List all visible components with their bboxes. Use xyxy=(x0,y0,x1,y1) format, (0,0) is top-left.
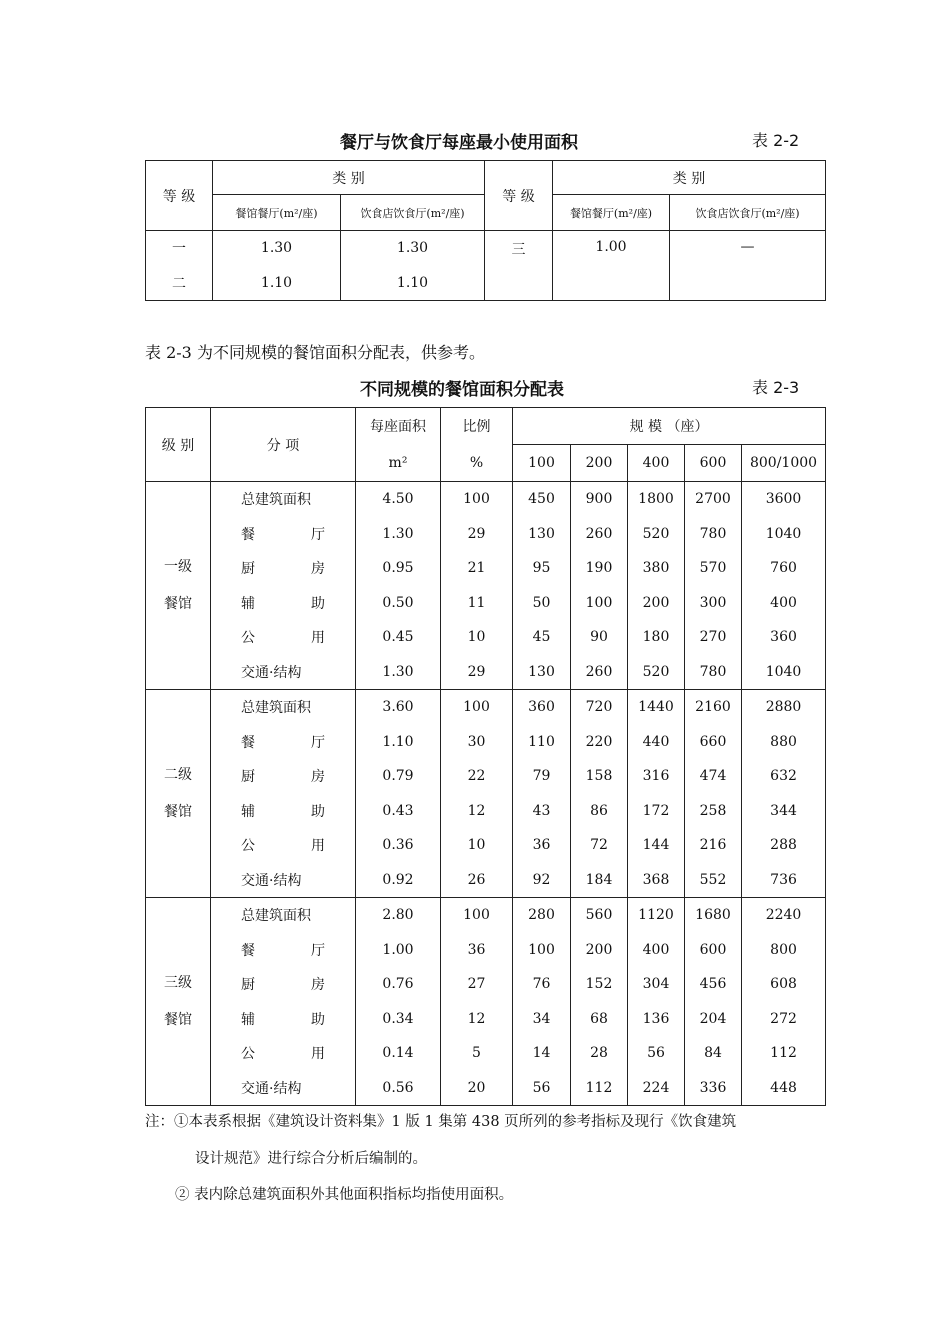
t23-scale-value: 780 xyxy=(685,517,742,552)
t23-scale-value: 632 xyxy=(742,759,826,794)
t23-scale-value: 136 xyxy=(628,1002,685,1037)
t22-header-grade-right: 等 级 xyxy=(485,161,553,231)
t23-scale-value: 570 xyxy=(685,551,742,586)
t23-item-label: 交通·结构 xyxy=(241,1080,302,1097)
t23-area: 3.60 xyxy=(356,690,441,725)
t23-header-ratio: 比例 xyxy=(441,408,513,445)
t23-level-suffix: 餐馆 xyxy=(164,1011,192,1028)
t23-scale-value: 1040 xyxy=(742,517,826,552)
t23-scale-value: 608 xyxy=(742,967,826,1002)
t23-ratio: 10 xyxy=(441,828,513,863)
t23-area: 0.50 xyxy=(356,586,441,621)
t22-subheader-eatery-left: 饮食店饮食厅(m²/座) xyxy=(341,195,485,231)
t23-scale-value: 112 xyxy=(571,1071,628,1106)
t23-scale-value: 100 xyxy=(571,586,628,621)
t23-scale-value: 336 xyxy=(685,1071,742,1106)
t23-item-label: 辅助 xyxy=(241,1011,325,1028)
t23-item-label: 总建筑面积 xyxy=(241,908,311,925)
t23-level-cell xyxy=(146,690,211,898)
t23-area: 0.45 xyxy=(356,620,441,655)
t22-value: 1.30 xyxy=(213,231,341,266)
t23-area: 0.56 xyxy=(356,1071,441,1106)
t23-ratio: 30 xyxy=(441,725,513,760)
t23-ratio: 29 xyxy=(441,655,513,690)
t23-scale-value: 304 xyxy=(628,967,685,1002)
t23-scale-value: 180 xyxy=(628,620,685,655)
t23-area: 1.30 xyxy=(356,655,441,690)
t22-value: 1.30 xyxy=(341,231,485,266)
t23-scale-value: 260 xyxy=(571,655,628,690)
t23-scale-value: 3600 xyxy=(742,482,826,517)
t23-header-scale-value: 200 xyxy=(571,445,628,482)
t23-item xyxy=(211,482,356,517)
t23-scale-value: 204 xyxy=(685,1002,742,1037)
t23-scale-value: 112 xyxy=(742,1036,826,1071)
table-row xyxy=(146,586,826,621)
t23-scale-value: 130 xyxy=(513,517,571,552)
t23-ratio: 22 xyxy=(441,759,513,794)
t23-scale-value: 780 xyxy=(685,655,742,690)
t23-scale-value: 360 xyxy=(742,620,826,655)
t23-scale-value: 190 xyxy=(571,551,628,586)
t23-ratio: 5 xyxy=(441,1036,513,1071)
t23-item-label: 公用 xyxy=(241,630,325,647)
t23-scale-value: 260 xyxy=(571,517,628,552)
t22-value: — xyxy=(670,231,826,301)
t23-item-label: 餐厅 xyxy=(241,942,325,959)
t23-item xyxy=(211,1071,356,1106)
t23-scale-value: 440 xyxy=(628,725,685,760)
t23-header-area-unit: m² xyxy=(356,445,441,482)
t23-scale-value: 368 xyxy=(628,863,685,898)
t23-item-label: 厨房 xyxy=(241,977,325,994)
t23-item xyxy=(211,551,356,586)
table-row xyxy=(146,828,826,863)
t23-scale-value: 95 xyxy=(513,551,571,586)
t23-item-label: 总建筑面积 xyxy=(241,700,311,717)
t23-scale-value: 34 xyxy=(513,1002,571,1037)
note-line-1: 注：①本表系根据《建筑设计资料集》1 版 1 集第 438 页所列的参考指标及现行《饮食建筑 xyxy=(145,1114,737,1130)
intro-paragraph: 表 2-3 为不同规模的餐馆面积分配表，供参考。 xyxy=(145,343,485,362)
t23-scale-value: 344 xyxy=(742,794,826,829)
t22-grade: 二 xyxy=(146,266,213,301)
t22-row xyxy=(146,231,826,266)
t23-header-scale-value: 800/1000 xyxy=(742,445,826,482)
t23-scale-value: 84 xyxy=(685,1036,742,1071)
t23-scale-value: 158 xyxy=(571,759,628,794)
t23-scale-value: 880 xyxy=(742,725,826,760)
t23-item xyxy=(211,586,356,621)
t23-area: 0.79 xyxy=(356,759,441,794)
t23-scale-value: 79 xyxy=(513,759,571,794)
t23-item xyxy=(211,725,356,760)
t23-header-scale-value: 400 xyxy=(628,445,685,482)
t23-scale-value: 110 xyxy=(513,725,571,760)
t23-scale-value: 14 xyxy=(513,1036,571,1071)
t23-scale-value: 45 xyxy=(513,620,571,655)
t23-ratio: 36 xyxy=(441,933,513,968)
t23-scale-value: 380 xyxy=(628,551,685,586)
t23-ratio: 12 xyxy=(441,1002,513,1037)
t23-scale-value: 600 xyxy=(685,933,742,968)
note-line-2: 设计规范》进行综合分析后编制的。 xyxy=(195,1151,427,1167)
table-2-3-number: 表 2-3 xyxy=(752,378,800,397)
t23-ratio: 11 xyxy=(441,586,513,621)
t23-scale-value: 474 xyxy=(685,759,742,794)
t23-item xyxy=(211,863,356,898)
t23-level-name: 三级 xyxy=(164,974,192,991)
t23-item-label: 公用 xyxy=(241,1046,325,1063)
t22-value: 1.10 xyxy=(341,266,485,301)
t23-area: 0.43 xyxy=(356,794,441,829)
t23-area: 4.50 xyxy=(356,482,441,517)
t23-scale-value: 76 xyxy=(513,967,571,1002)
table-row xyxy=(146,690,826,725)
t23-scale-value: 152 xyxy=(571,967,628,1002)
t23-area: 0.92 xyxy=(356,863,441,898)
t23-header-area: 每座面积 xyxy=(356,408,441,445)
t23-area: 1.30 xyxy=(356,517,441,552)
table-row xyxy=(146,517,826,552)
t22-header-category-left: 类 别 xyxy=(213,161,485,195)
t23-item xyxy=(211,794,356,829)
t22-value: 1.00 xyxy=(553,231,670,301)
t23-scale-value: 90 xyxy=(571,620,628,655)
t23-scale-value: 130 xyxy=(513,655,571,690)
t23-scale-value: 450 xyxy=(513,482,571,517)
table-row xyxy=(146,551,826,586)
t23-scale-value: 270 xyxy=(685,620,742,655)
t23-item xyxy=(211,933,356,968)
t23-scale-value: 144 xyxy=(628,828,685,863)
t23-item xyxy=(211,690,356,725)
note-line-3: ② 表内除总建筑面积外其他面积指标均指使用面积。 xyxy=(175,1187,514,1203)
t22-grade: 一 xyxy=(146,231,213,266)
t23-scale-value: 316 xyxy=(628,759,685,794)
t23-ratio: 100 xyxy=(441,482,513,517)
t23-scale-value: 1800 xyxy=(628,482,685,517)
t23-scale-value: 720 xyxy=(571,690,628,725)
t23-item-label: 辅助 xyxy=(241,803,325,820)
t22-subheader-restaurant-left: 餐馆餐厅(m²/座) xyxy=(213,195,341,231)
table-row xyxy=(146,967,826,1002)
t23-scale-value: 800 xyxy=(742,933,826,968)
t23-scale-value: 258 xyxy=(685,794,742,829)
t23-scale-value: 72 xyxy=(571,828,628,863)
table-row xyxy=(146,725,826,760)
t23-scale-value: 2700 xyxy=(685,482,742,517)
table-2-2-number: 表 2-2 xyxy=(752,131,800,150)
t23-header-level: 级 别 xyxy=(146,408,211,482)
t23-item xyxy=(211,759,356,794)
t23-item-label: 厨房 xyxy=(241,769,325,786)
t22-header-category-right: 类 别 xyxy=(553,161,826,195)
t23-item-label: 交通·结构 xyxy=(241,872,302,889)
t23-scale-value: 560 xyxy=(571,898,628,933)
t23-scale-value: 200 xyxy=(628,586,685,621)
t23-scale-value: 360 xyxy=(513,690,571,725)
t23-scale-value: 660 xyxy=(685,725,742,760)
t23-header-ratio-unit: % xyxy=(441,445,513,482)
t23-item-label: 辅助 xyxy=(241,595,325,612)
table-row xyxy=(146,1036,826,1071)
t23-item-label: 总建筑面积 xyxy=(241,492,311,509)
t23-item xyxy=(211,898,356,933)
t23-item-label: 餐厅 xyxy=(241,526,325,543)
t23-scale-value: 100 xyxy=(513,933,571,968)
t23-scale-value: 92 xyxy=(513,863,571,898)
t23-scale-value: 2880 xyxy=(742,690,826,725)
table-2-2 xyxy=(145,160,826,301)
t22-subheader-restaurant-right: 餐馆餐厅(m²/座) xyxy=(553,195,670,231)
t23-item-label: 交通·结构 xyxy=(241,664,302,681)
t23-header-scale-value: 100 xyxy=(513,445,571,482)
t23-scale-value: 1440 xyxy=(628,690,685,725)
t23-scale-value: 43 xyxy=(513,794,571,829)
t23-scale-value: 200 xyxy=(571,933,628,968)
t23-scale-value: 280 xyxy=(513,898,571,933)
t23-scale-value: 520 xyxy=(628,655,685,690)
t23-area: 2.80 xyxy=(356,898,441,933)
t23-item xyxy=(211,620,356,655)
t23-scale-value: 216 xyxy=(685,828,742,863)
t23-scale-value: 900 xyxy=(571,482,628,517)
t23-area: 0.36 xyxy=(356,828,441,863)
t23-scale-value: 300 xyxy=(685,586,742,621)
t23-scale-value: 448 xyxy=(742,1071,826,1106)
table-row xyxy=(146,620,826,655)
table-row xyxy=(146,1002,826,1037)
t22-value: 1.10 xyxy=(213,266,341,301)
t23-scale-value: 36 xyxy=(513,828,571,863)
t23-ratio: 100 xyxy=(441,898,513,933)
t23-ratio: 12 xyxy=(441,794,513,829)
t23-scale-value: 56 xyxy=(513,1071,571,1106)
t23-item xyxy=(211,828,356,863)
t23-item xyxy=(211,517,356,552)
t23-scale-value: 272 xyxy=(742,1002,826,1037)
t23-area: 1.00 xyxy=(356,933,441,968)
t23-level-cell xyxy=(146,482,211,690)
t23-scale-value: 520 xyxy=(628,517,685,552)
t23-scale-value: 184 xyxy=(571,863,628,898)
t23-scale-value: 760 xyxy=(742,551,826,586)
t23-scale-value: 50 xyxy=(513,586,571,621)
table-2-3-title: 不同规模的餐馆面积分配表 xyxy=(360,380,564,400)
table-row xyxy=(146,898,826,933)
t23-item-label: 公用 xyxy=(241,838,325,855)
t23-scale-value: 86 xyxy=(571,794,628,829)
t23-item-label: 厨房 xyxy=(241,561,325,578)
t23-scale-value: 456 xyxy=(685,967,742,1002)
t23-level-suffix: 餐馆 xyxy=(164,595,192,612)
table-row xyxy=(146,759,826,794)
table-row xyxy=(146,933,826,968)
t23-area: 0.14 xyxy=(356,1036,441,1071)
t23-level-cell xyxy=(146,898,211,1106)
t23-header-item: 分 项 xyxy=(211,408,356,482)
t23-area: 0.34 xyxy=(356,1002,441,1037)
t23-scale-value: 2160 xyxy=(685,690,742,725)
t23-scale-value: 28 xyxy=(571,1036,628,1071)
t22-header-grade-left: 等 级 xyxy=(146,161,213,231)
t23-scale-value: 400 xyxy=(628,933,685,968)
t23-item xyxy=(211,1002,356,1037)
t23-scale-value: 400 xyxy=(742,586,826,621)
t23-scale-value: 288 xyxy=(742,828,826,863)
t23-area: 0.76 xyxy=(356,967,441,1002)
t23-area: 0.95 xyxy=(356,551,441,586)
t23-scale-value: 1040 xyxy=(742,655,826,690)
t23-scale-value: 552 xyxy=(685,863,742,898)
t22-grade: 三 xyxy=(485,231,553,301)
table-row xyxy=(146,794,826,829)
t23-ratio: 10 xyxy=(441,620,513,655)
table-2-2-title: 餐厅与饮食厅每座最小使用面积 xyxy=(340,133,578,153)
t23-ratio: 27 xyxy=(441,967,513,1002)
t23-level-name: 二级 xyxy=(164,766,192,783)
t23-item-label: 餐厅 xyxy=(241,734,325,751)
t23-scale-value: 1120 xyxy=(628,898,685,933)
t23-ratio: 20 xyxy=(441,1071,513,1106)
t23-item xyxy=(211,655,356,690)
table-row xyxy=(146,1071,826,1106)
table-2-3 xyxy=(145,407,826,1106)
table-row xyxy=(146,655,826,690)
t23-ratio: 21 xyxy=(441,551,513,586)
t23-scale-value: 56 xyxy=(628,1036,685,1071)
t23-item xyxy=(211,1036,356,1071)
t22-subheader-eatery-right: 饮食店饮食厅(m²/座) xyxy=(670,195,826,231)
t23-ratio: 29 xyxy=(441,517,513,552)
t23-scale-value: 2240 xyxy=(742,898,826,933)
table-row xyxy=(146,482,826,517)
t23-header-scale: 规 模 （座） xyxy=(513,408,826,445)
t23-scale-value: 224 xyxy=(628,1071,685,1106)
t23-ratio: 100 xyxy=(441,690,513,725)
table-row xyxy=(146,863,826,898)
t23-scale-value: 220 xyxy=(571,725,628,760)
t23-level-suffix: 餐馆 xyxy=(164,803,192,820)
t23-scale-value: 172 xyxy=(628,794,685,829)
t23-header-scale-value: 600 xyxy=(685,445,742,482)
t23-scale-value: 1680 xyxy=(685,898,742,933)
t23-area: 1.10 xyxy=(356,725,441,760)
t23-ratio: 26 xyxy=(441,863,513,898)
t23-level-name: 一级 xyxy=(164,558,192,575)
t23-scale-value: 68 xyxy=(571,1002,628,1037)
t23-item xyxy=(211,967,356,1002)
t23-scale-value: 736 xyxy=(742,863,826,898)
